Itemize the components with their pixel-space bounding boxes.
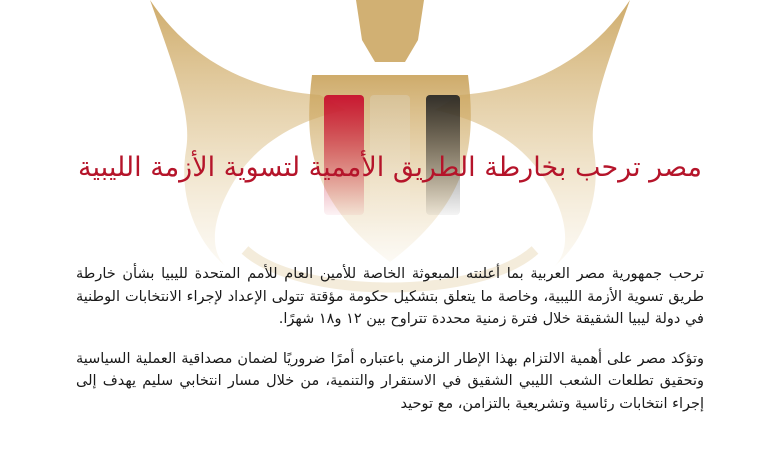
eagle-head-shape — [356, 0, 424, 62]
paragraph-2: وتؤكد مصر على أهمية الالتزام بهذا الإطار الزمني باعتباره أمرًا ضروريًا لضمان مصداقية العملية السياسية وتحقيق تطلعات الشعب الليبي الشقيق في الاستقرار والتنمية، من خلال مسار انتخابي سليم يهدف إلى إجراء انتخابات رئاسية وتشريعية بالتزامن، مع توحيد — [76, 350, 704, 412]
document-title: مصر ترحب بخارطة الطريق الأممية لتسوية الأزمة الليبية — [78, 152, 702, 183]
document-body — [76, 263, 704, 432]
paragraph-1: ترحب جمهورية مصر العربية بما أعلنته المبعوثة الخاصة للأمين العام للأمم المتحدة لليبيا بشأن خارطة طريق تسوية الأزمة الليبية، وخاصة ما يتعلق بتشكيل حكومة مؤقتة تتولى الإعداد لإجراء الانتخابات الوطنية في دولة ليبيا الشقيقة خلال فترة زمنية محددة تتراوح بين ١٢ و١٨ شهرًا. — [76, 266, 704, 327]
